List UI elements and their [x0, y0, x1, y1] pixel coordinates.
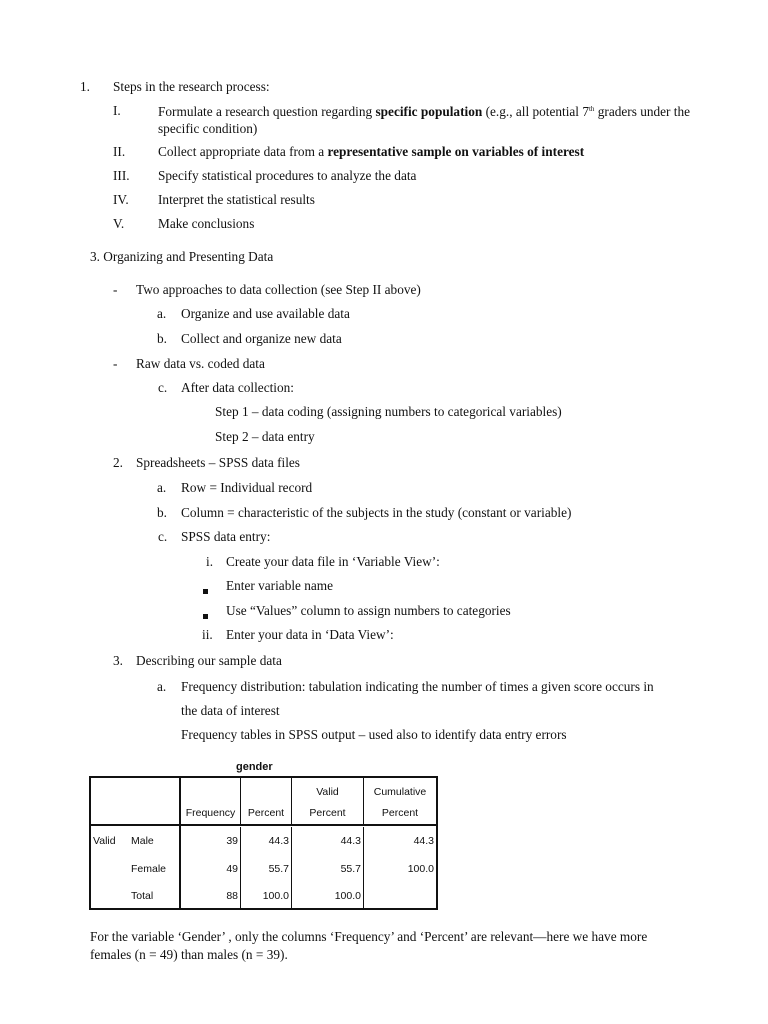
step-text: Make conclusions [158, 216, 255, 231]
list-item-continued: the data of interest [181, 703, 280, 718]
step-text: Collect appropriate data from a representative sample on variables of interest [158, 144, 585, 159]
list-item: Row = Individual record [181, 480, 313, 495]
cell-valid-percent: 100.0 [292, 883, 364, 909]
list-marker: a. [157, 480, 167, 495]
table-row [90, 883, 437, 909]
header-valid-percent: Valid Percent [292, 777, 364, 825]
list-item: Frequency distribution: tabulation indicating the number of times a given score occurs in [181, 679, 654, 694]
list-marker: c. [158, 380, 168, 395]
bullet-marker: - [113, 356, 118, 371]
list-item: Collect and organize new data [181, 331, 342, 346]
cell-frequency: 39 [180, 827, 241, 855]
row-group-label: Valid [90, 827, 127, 855]
list-item: Use “Values” column to assign numbers to categories [226, 603, 511, 618]
list-item: Describing our sample data [136, 653, 282, 668]
list-item-continued: Frequency tables in SPSS output – used also to identify data entry errors [181, 727, 567, 742]
list-item: Enter your data in ‘Data View’: [226, 627, 394, 642]
step-numeral: I. [113, 103, 121, 118]
row-label: Female [131, 863, 167, 875]
list-item: Create your data file in ‘Variable View’: [226, 554, 440, 569]
list-item: Spreadsheets – SPSS data files [136, 455, 300, 470]
cell-valid-percent: 55.7 [292, 855, 364, 883]
bullet-marker: - [113, 282, 118, 297]
step-line: Step 2 – data entry [215, 429, 315, 444]
list-item: Enter variable name [226, 578, 334, 593]
table-row [90, 855, 437, 883]
frequency-table [89, 776, 438, 910]
step-text: Specify statistical procedures to analyze the data [158, 168, 417, 183]
step-numeral: V. [113, 216, 125, 231]
section1-title: Steps in the research process: [113, 79, 270, 94]
bullet-text: Raw data vs. coded data [136, 356, 265, 371]
header-percent: Percent [241, 777, 292, 825]
cell-cumulative-percent: 44.3 [364, 827, 438, 855]
list-item: After data collection: [181, 380, 294, 395]
bullet-square-icon [203, 607, 208, 623]
cell-valid-percent: 44.3 [292, 827, 364, 855]
bullet-square-icon [203, 582, 208, 598]
cell-cumulative-percent: 100.0 [364, 855, 438, 883]
table-title: gender [236, 761, 273, 773]
cell-percent: 55.7 [241, 855, 292, 883]
table-row [90, 827, 437, 855]
list-marker: 2. [113, 455, 123, 470]
section1-number: 1. [80, 79, 90, 94]
cell-cumulative-percent [364, 883, 438, 909]
bullet-text: Two approaches to data collection (see Step II above) [136, 282, 421, 297]
list-marker: ii. [202, 627, 213, 642]
list-marker: a. [157, 306, 167, 321]
cell-percent: 44.3 [241, 827, 292, 855]
list-item: Column = characteristic of the subjects in the study (constant or variable) [181, 505, 572, 520]
closing-paragraph: For the variable ‘Gender’ , only the columns ‘Frequency’ and ‘Percent’ are relevant—here we have more females (n = 49) than males (n = 39). [90, 929, 648, 962]
header-cumulative-percent: Cumulative Percent [364, 777, 438, 825]
table-header-row [90, 777, 437, 825]
list-marker: i. [206, 554, 214, 569]
cell-frequency: 49 [180, 855, 241, 883]
row-label: Male [131, 835, 154, 847]
step-numeral: IV. [113, 192, 129, 207]
list-marker: b. [157, 505, 167, 520]
header-frequency: Frequency [180, 777, 241, 825]
list-marker: c. [158, 529, 168, 544]
step-numeral: II. [113, 144, 126, 159]
cell-frequency: 88 [180, 883, 241, 909]
list-item: SPSS data entry: [181, 529, 271, 544]
step-line: Step 1 – data coding (assigning numbers to categorical variables) [215, 404, 562, 419]
step-text: Formulate a research question regarding specific population (e.g., all potential 7th graders under the specific condition) [158, 104, 691, 136]
list-marker: b. [157, 331, 167, 346]
section3-title: 3. Organizing and Presenting Data [90, 249, 274, 264]
step-text: Interpret the statistical results [158, 192, 315, 207]
list-marker: a. [157, 679, 167, 694]
step-numeral: III. [113, 168, 130, 183]
row-label: Total [127, 883, 180, 909]
list-item: Organize and use available data [181, 306, 350, 321]
list-marker: 3. [113, 653, 123, 668]
cell-percent: 100.0 [241, 883, 292, 909]
